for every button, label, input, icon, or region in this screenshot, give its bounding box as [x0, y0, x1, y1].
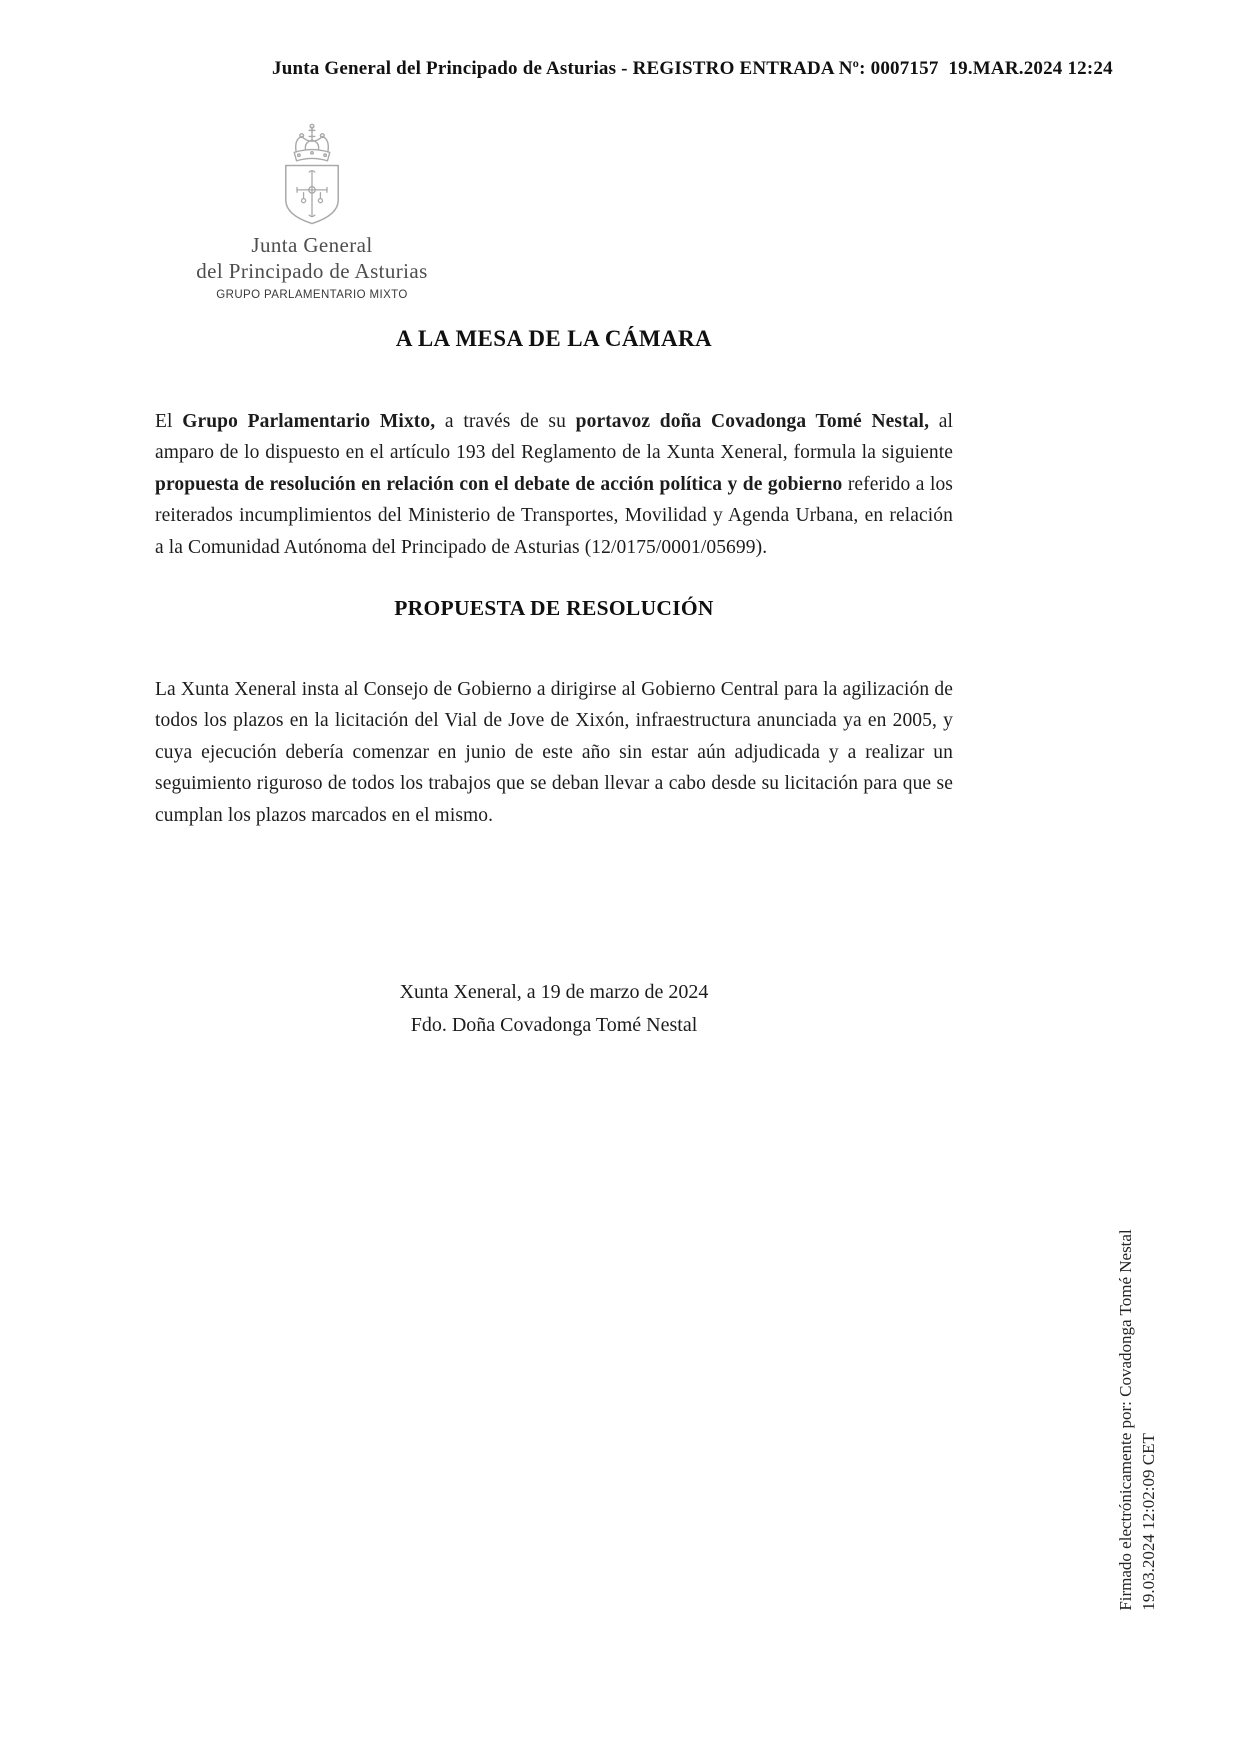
parliamentary-group-label: GRUPO PARLAMENTARIO MIXTO: [216, 289, 408, 301]
electronic-signature-timestamp: 19.03.2024 12:02:09 CET: [1139, 1433, 1158, 1611]
document-title: A LA MESA DE LA CÁMARA: [395, 326, 713, 351]
asturias-coat-of-arms-icon: [265, 114, 359, 232]
letterhead: [173, 114, 451, 301]
closing-block: [155, 976, 953, 1042]
electronic-signature-signer: Firmado electrónicamente por: Covadonga Tomé Nestal: [1116, 1229, 1135, 1611]
place-date-line: Xunta Xeneral, a 19 de marzo de 2024: [399, 981, 709, 1003]
org-name-line1: Junta General: [251, 233, 373, 257]
registry-entry-stamp: Junta General del Principado de Asturias - REGISTRO ENTRADA Nº: 0007157 19.MAR.2024 12:24: [272, 58, 1113, 79]
electronic-signature-stamp: [1114, 1229, 1160, 1610]
signature-line: Fdo. Doña Covadonga Tomé Nestal: [410, 1014, 698, 1036]
section-heading-resolution: PROPUESTA DE RESOLUCIÓN: [394, 596, 714, 620]
paragraph-resolution-body: La Xunta Xeneral insta al Consejo de Gobierno a dirigirse al Gobierno Central para la agilización de todos los plazos en la licitación del Vial de Jove de Xixón, infraestructura anunciada ya en 2005, y cuya ejecución debería comenzar en junio de este año sin estar aún adjudicada y a realizar un seguimiento riguroso de todos los trabajos que se deban llevar a cabo desde su licitación para que se cumplan los plazos marcados en el mismo.: [155, 678, 953, 826]
paragraph-introduction: El Grupo Parlamentario Mixto, a través de su portavoz doña Covadonga Tomé Nestal, al amparo de lo dispuesto en el artículo 193 del Reglamento de la Xunta Xeneral, formula la siguiente propuesta de resolución en relación con el debate de acción política y de gobierno referido a los reiterados incumplimientos del Ministerio de Transportes, Movilidad y Agenda Urbana, en relación a la Comunidad Autónoma del Principado de Asturias (12/0175/0001/05699).: [155, 410, 953, 558]
org-name-line2: del Principado de Asturias: [196, 259, 428, 283]
